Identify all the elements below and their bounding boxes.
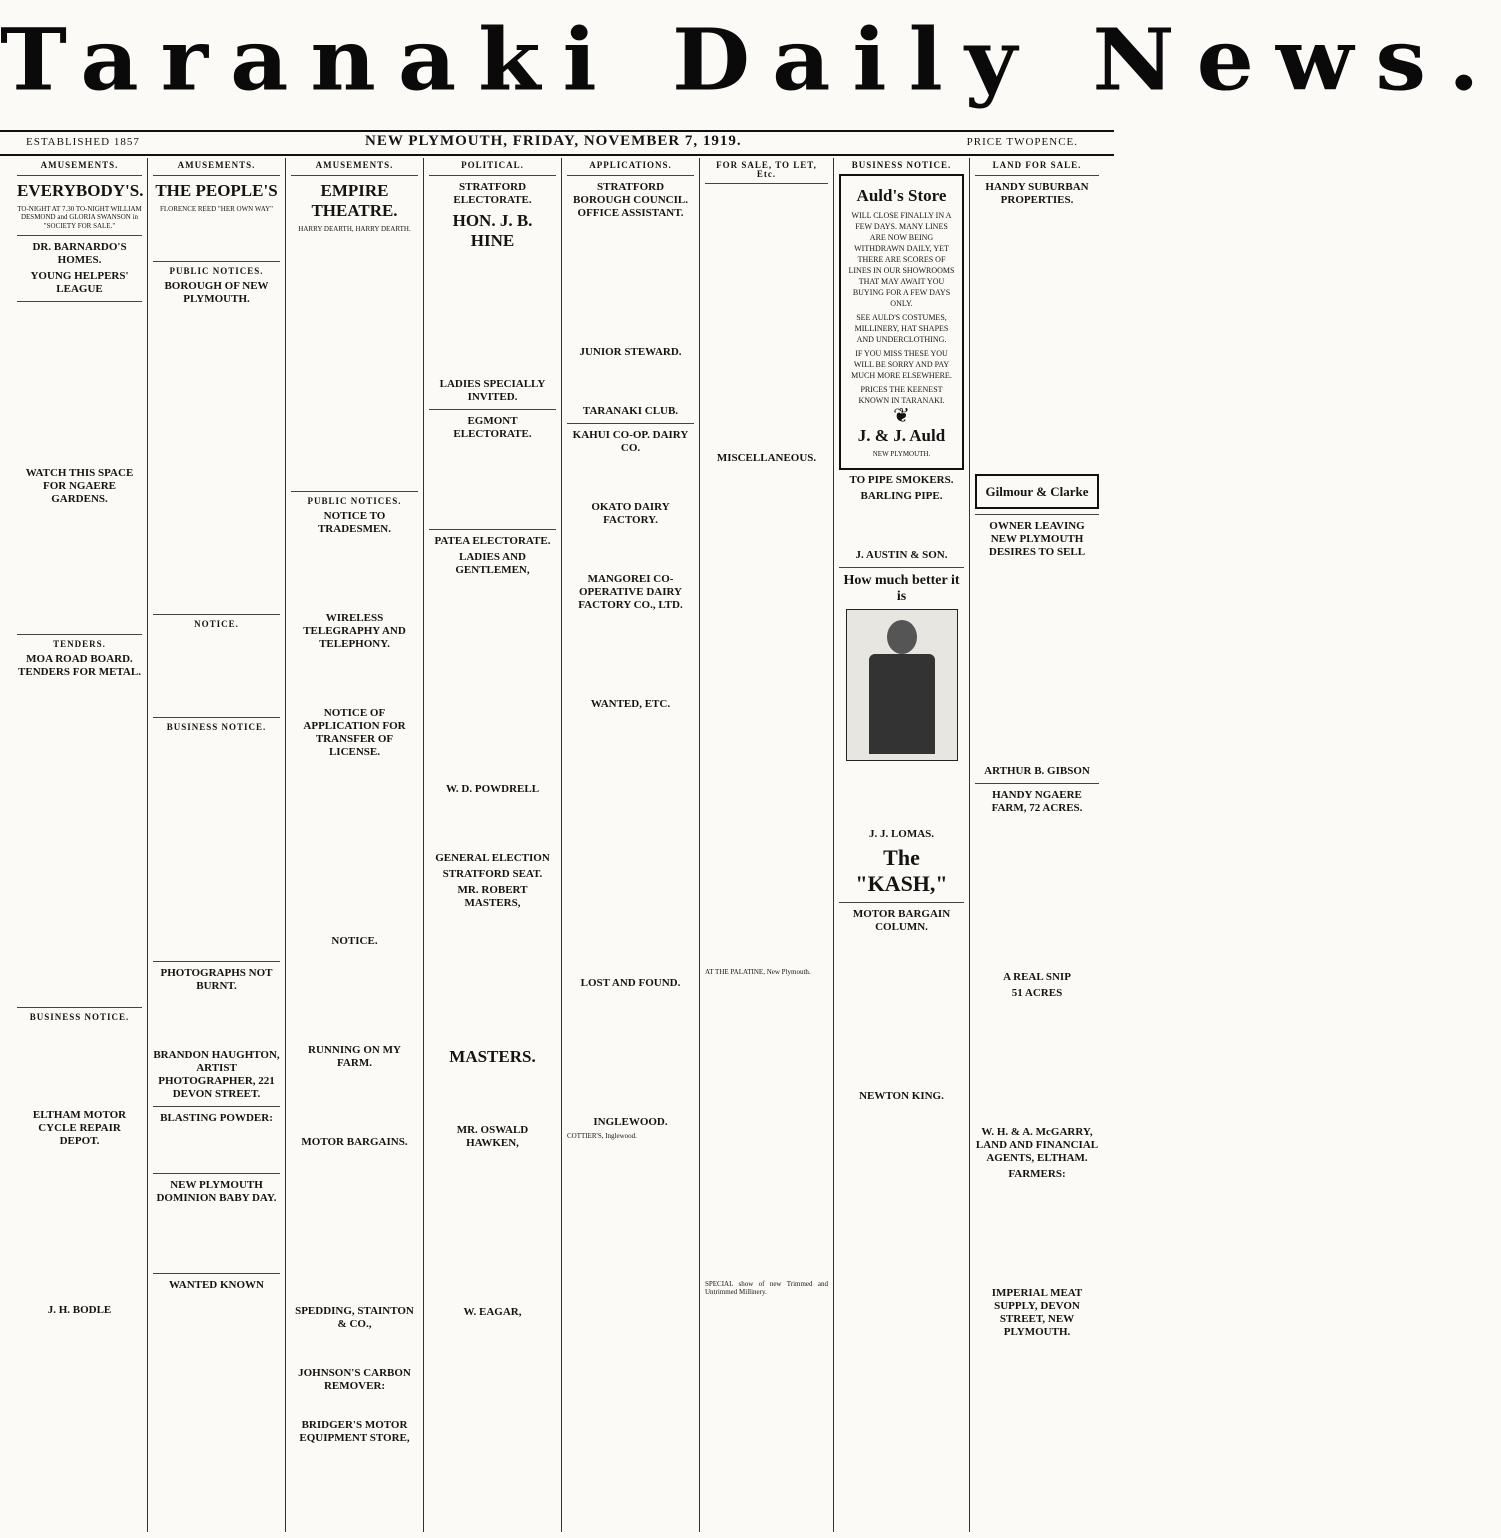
ngaere-farm: HANDY NGAERE FARM, 72 ACRES. — [991, 788, 1083, 814]
how-better: How much better it is — [843, 572, 960, 604]
patea-electorate: PATEA ELECTORATE. — [434, 534, 551, 547]
stratford-electorate: STRATFORD ELECTORATE. — [453, 180, 532, 206]
baby-day-heading: NEW PLYMOUTH DOMINION BABY DAY. — [156, 1178, 277, 1204]
everybodys-show: TO-NIGHT AT 7.30 TO-NIGHT WILLIAM DESMOND and GLORIA SWANSON in "SOCIETY FOR SALE." — [17, 204, 142, 230]
aulds-box — [839, 174, 964, 470]
amusements-heading-3: AMUSEMENTS. — [315, 160, 394, 170]
column-6 — [700, 158, 834, 1532]
jj-np: NEW PLYMOUTH. — [872, 450, 931, 459]
bodle-name: J. H. BODLE — [47, 1303, 112, 1316]
everybodys-title: EVERYBODY'S. — [17, 180, 144, 200]
price-label: PRICE TWOPENCE. — [966, 136, 1078, 148]
austin-name: J. AUSTIN & SON. — [855, 548, 948, 561]
dearth-names: HARRY DEARTH, HARRY DEARTH. — [298, 224, 411, 233]
masthead — [0, 0, 1501, 128]
haughton-name: BRANDON HAUGHTON, ARTIST PHOTOGRAPHER, 221 DEVON STREET. — [153, 1048, 280, 1100]
business-notice-heading-7: BUSINESS NOTICE. — [851, 160, 952, 170]
column-3 — [286, 158, 424, 1532]
palatine-ad: AT THE PALATINE, New Plymouth. — [705, 968, 811, 977]
johnson-heading: JOHNSON'S CARBON REMOVER: — [298, 1366, 411, 1392]
established-label: ESTABLISHED 1857 — [26, 136, 140, 148]
column-2 — [148, 158, 286, 1532]
farmers-heading: FARMERS: — [1008, 1167, 1066, 1180]
for-sale-heading: FOR SALE, TO LET, Etc. — [716, 160, 817, 179]
gibson-name: ARTHUR B. GIBSON — [984, 764, 1090, 777]
motor-bargains-heading: MOTOR BARGAINS. — [301, 1135, 408, 1148]
real-snip: A REAL SNIP — [1003, 970, 1071, 983]
lost-found: LOST AND FOUND. — [580, 976, 681, 989]
ladies-gentlemen: LADIES AND GENTLEMEN, — [455, 550, 530, 576]
stratford-seat: STRATFORD SEAT. — [442, 867, 543, 880]
hine-name: HON. J. B. HINE — [452, 210, 533, 250]
peoples-title: THE PEOPLE'S — [155, 180, 278, 200]
amusements-heading-2: AMUSEMENTS. — [177, 160, 256, 170]
general-election: GENERAL ELECTION — [435, 851, 550, 864]
kash-title: The "KASH," — [855, 844, 948, 896]
borough-heading: BOROUGH OF NEW PLYMOUTH. — [164, 279, 269, 305]
dateline: NEW PLYMOUTH, FRIDAY, NOVEMBER 7, 1919. — [365, 133, 742, 149]
amusements-heading: AMUSEMENTS. — [40, 160, 119, 170]
ornament-icon: ❦ — [893, 404, 910, 427]
cottiers-ad: COTTIER'S, Inglewood. — [567, 1131, 637, 1140]
column-5 — [562, 158, 700, 1532]
peoples-show: FLORENCE REED "HER OWN WAY" — [159, 204, 274, 213]
column-7 — [834, 158, 970, 1532]
masters-big: MASTERS. — [449, 1046, 536, 1066]
gilmour-box — [975, 474, 1099, 509]
club-name: TARANAKI CLUB. — [582, 404, 679, 417]
motor-column: MOTOR BARGAIN COLUMN. — [852, 907, 951, 933]
info-bar — [0, 130, 1114, 156]
business-notice-heading: BUSINESS NOTICE. — [29, 1011, 130, 1022]
fifty-one-acres: 51 ACRES — [1011, 986, 1063, 999]
public-notices-heading: PUBLIC NOTICES. — [169, 266, 264, 277]
photographs-heading: PHOTOGRAPHS NOT BURNT. — [160, 966, 273, 992]
aulds-close: WILL CLOSE FINALLY IN A FEW DAYS. MANY LINES ARE NOW BEING WITHDRAWN DAILY, YET THERE ARE SCORES OF LINES IN OUR SHOWROOMS THAT MAY AWAIT YOU BUYING FOR A FEW DAYS ONLY. — [848, 210, 955, 308]
spedding-name: SPEDDING, STAINTON & CO., — [295, 1304, 414, 1330]
wanted-etc: WANTED, ETC. — [590, 697, 671, 710]
lomas-name: J. J. LOMAS. — [868, 827, 935, 840]
tradesmen-heading: NOTICE TO TRADESMEN. — [317, 509, 392, 535]
aulds-miss: IF YOU MISS THESE YOU WILL BE SORRY AND PAY MUCH MORE ELSEWHERE. — [851, 348, 952, 380]
hawken-name: MR. OSWALD HAWKEN, — [456, 1123, 529, 1149]
eagar-name: W. EAGAR, — [463, 1305, 522, 1318]
business-notice-heading-2: BUSINESS NOTICE. — [166, 722, 267, 733]
mangorei-heading: MANGOREI CO-OPERATIVE DAIRY FACTORY CO., LTD. — [578, 572, 683, 611]
kahui-heading: KAHUI CO-OP. DAIRY CO. — [572, 428, 689, 454]
man-illustration-icon — [846, 609, 958, 761]
moa-road: MOA ROAD BOARD. TENDERS FOR METAL. — [18, 652, 141, 678]
barnardo-heading: DR. BARNARDO'S HOMES. — [32, 241, 127, 267]
newton-king: NEWTON KING. — [859, 1089, 944, 1102]
column-1 — [12, 158, 148, 1532]
mcgarry-name: W. H. & A. McGARRY, LAND AND FINANCIAL AGENTS, ELTHAM. — [975, 1125, 1099, 1164]
political-heading: POLITICAL. — [461, 160, 524, 170]
masthead-title: Taranaki Daily News. — [0, 9, 1501, 111]
columns — [12, 158, 1104, 1532]
owner-leaving: OWNER LEAVING NEW PLYMOUTH DESIRES TO SELL — [988, 519, 1086, 558]
egmont-electorate: EGMONT ELECTORATE. — [453, 414, 532, 440]
column-8 — [970, 158, 1104, 1532]
aulds-prices: PRICES THE KEENEST KNOWN IN TARANAKI. — [858, 384, 945, 405]
bridgers-name: BRIDGER'S MOTOR EQUIPMENT STORE, — [299, 1418, 410, 1444]
ladies-invited: LADIES SPECIALLY INVITED. — [439, 377, 546, 403]
tenders-heading: TENDERS. — [53, 639, 106, 650]
inglewood-heading: INGLEWOOD. — [593, 1115, 668, 1128]
eltham-depot: ELTHAM MOTOR CYCLE REPAIR DEPOT. — [32, 1108, 127, 1147]
okato-heading: OKATO DAIRY FACTORY. — [591, 500, 670, 526]
wireless-heading: WIRELESS TELEGRAPHY AND TELEPHONY. — [303, 611, 406, 650]
miscellaneous-heading: MISCELLANEOUS. — [716, 452, 817, 465]
council-heading: STRATFORD BOROUGH COUNCIL. OFFICE ASSISTANT. — [573, 180, 688, 219]
public-notices-heading-3: PUBLIC NOTICES. — [307, 496, 402, 507]
special-millinery: SPECIAL show of new Trimmed and Untrimmed Millinery. — [705, 1279, 828, 1297]
aulds-see: SEE AULD'S COSTUMES, MILLINERY, HAT SHAPES AND UNDERCLOTHING. — [854, 312, 949, 344]
steward-heading: JUNIOR STEWARD. — [579, 345, 682, 358]
imperial-meat: IMPERIAL MEAT SUPPLY, DEVON STREET, NEW PLYMOUTH. — [991, 1286, 1083, 1338]
barling-pipe: BARLING PIPE. — [860, 489, 943, 502]
blasting-heading: BLASTING POWDER: — [160, 1111, 273, 1124]
running-heading: RUNNING ON MY FARM. — [308, 1043, 401, 1069]
masters-name: MR. ROBERT MASTERS, — [457, 883, 528, 909]
wanted-known: WANTED KNOWN — [168, 1278, 265, 1291]
powdrell-name: W. D. POWDRELL — [445, 782, 540, 795]
meeting-heading: NOTICE. — [331, 934, 378, 947]
land-for-sale-heading: LAND FOR SALE. — [992, 160, 1082, 170]
licence-heading: NOTICE OF APPLICATION FOR TRANSFER OF LICENSE. — [303, 706, 406, 758]
watch-space: WATCH THIS SPACE FOR NGAERE GARDENS. — [25, 467, 134, 506]
notice-heading: NOTICE. — [194, 618, 239, 629]
pipe-smokers: TO PIPE SMOKERS. — [849, 473, 954, 486]
applications-heading: APPLICATIONS. — [589, 160, 672, 170]
gilmour-name: Gilmour & Clarke — [985, 483, 1089, 499]
handy-suburban: HANDY SUBURBAN PROPERTIES. — [985, 180, 1089, 206]
aulds-title: Auld's Store — [856, 185, 947, 205]
league-heading: YOUNG HELPERS' LEAGUE — [30, 270, 129, 296]
column-4 — [424, 158, 562, 1532]
jj-auld: J. & J. Auld — [857, 426, 946, 446]
empire-title: EMPIRE THEATRE. — [311, 180, 398, 220]
